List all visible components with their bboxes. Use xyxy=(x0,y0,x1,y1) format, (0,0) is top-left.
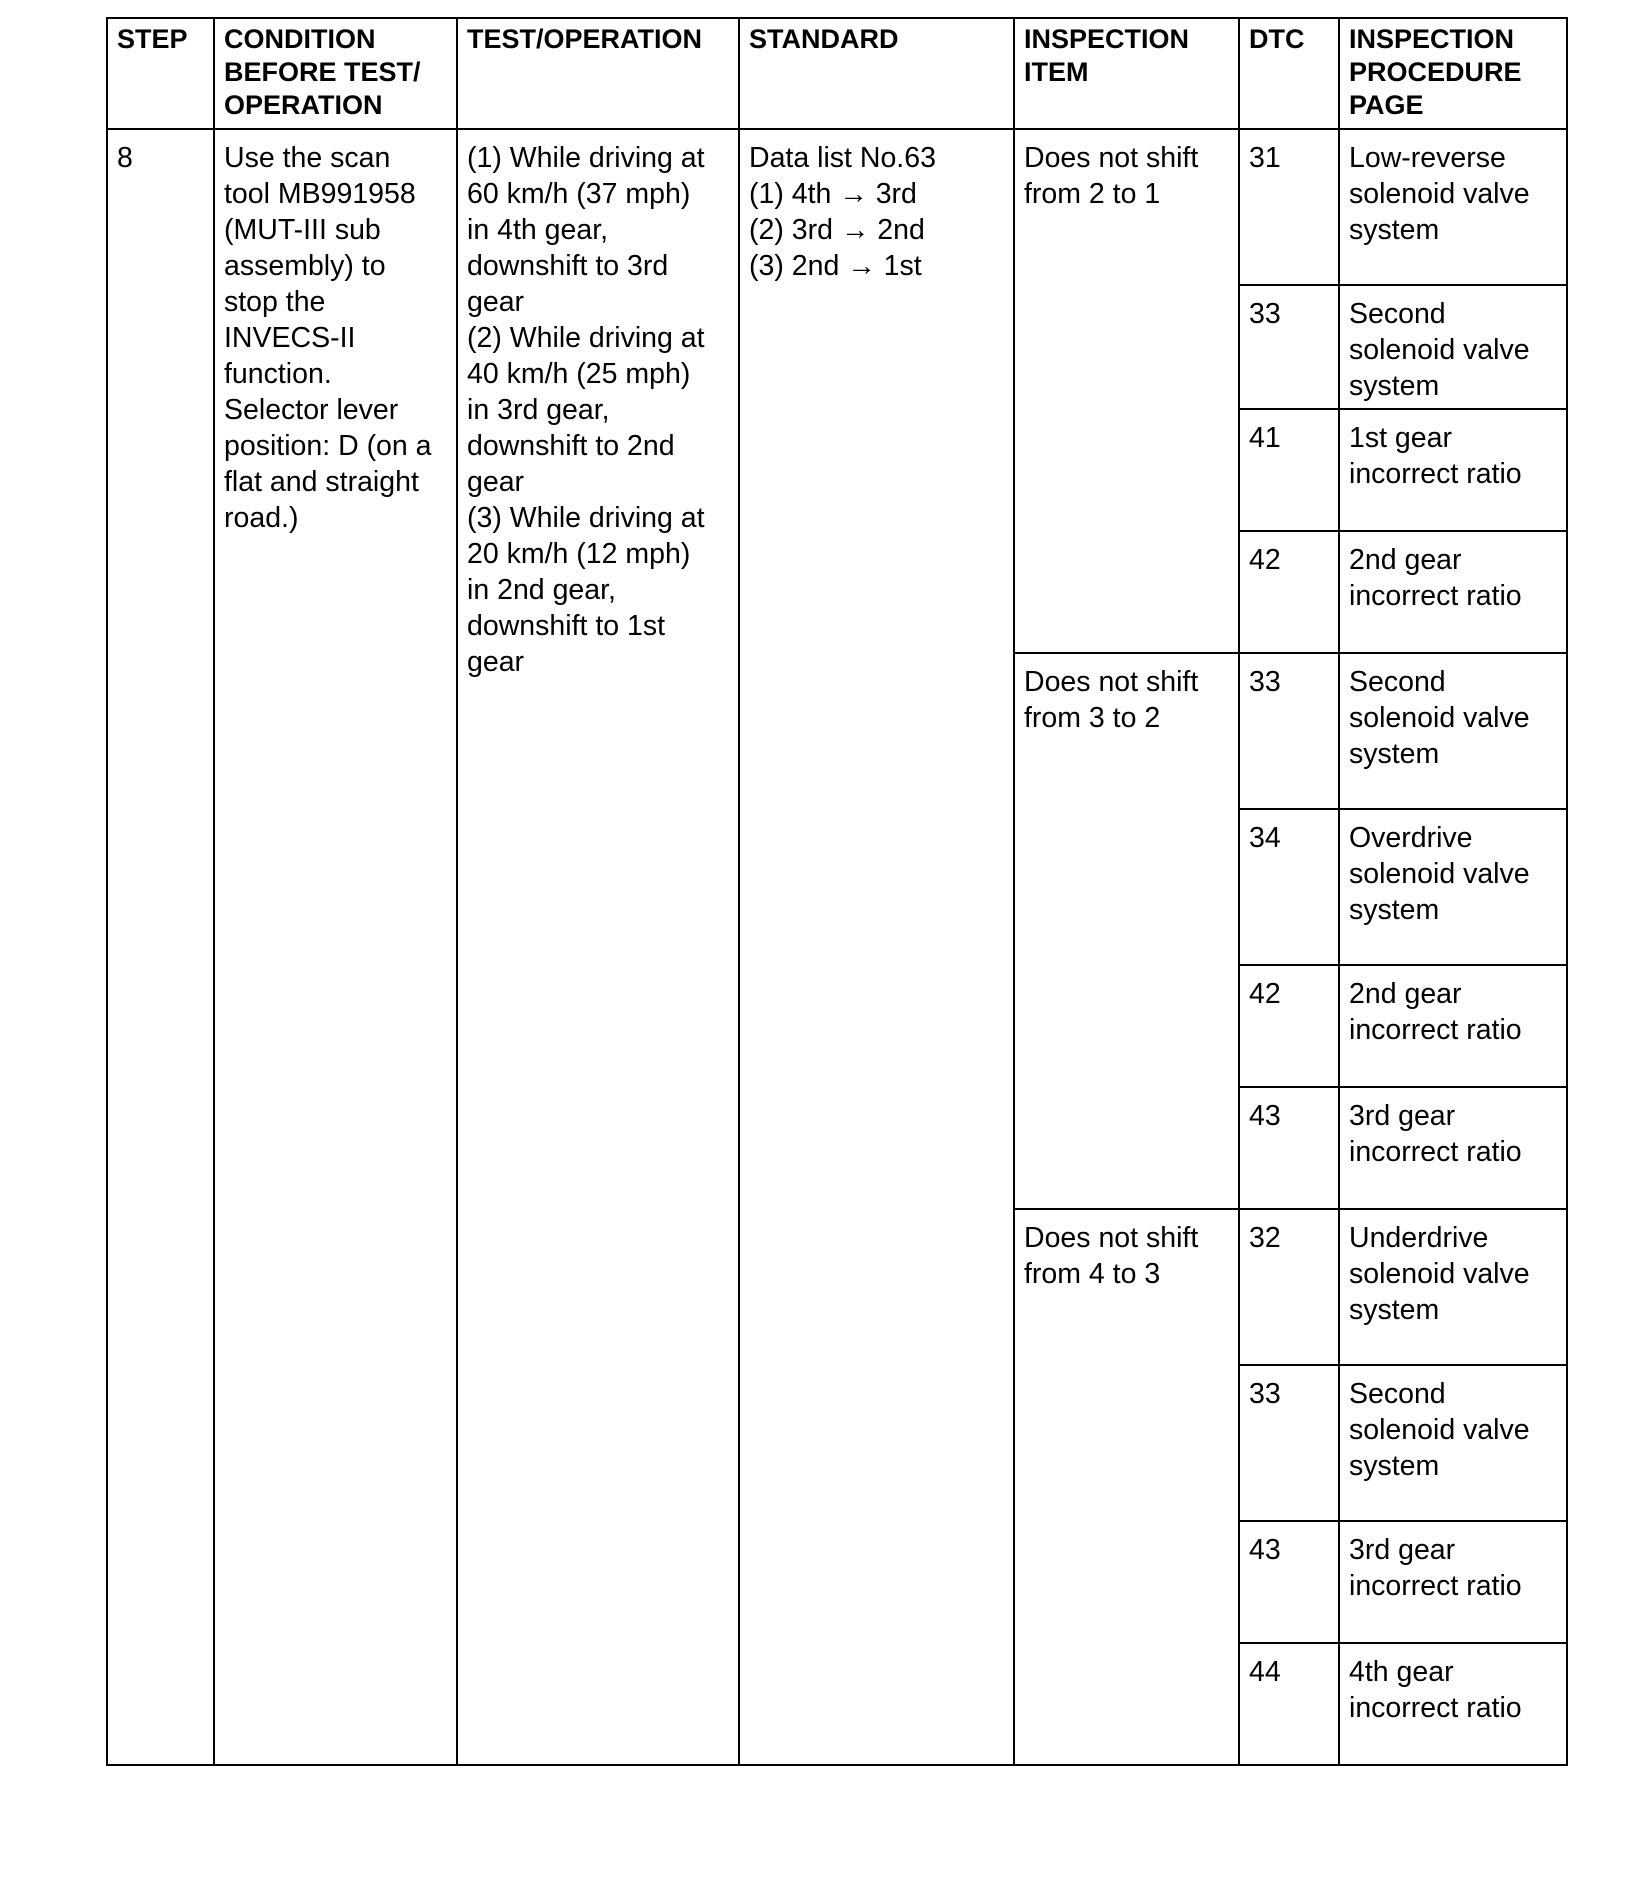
procedure-page: Second solenoid valve system xyxy=(1339,653,1567,809)
header-row xyxy=(107,18,1567,129)
dtc-code: 43 xyxy=(1239,1521,1339,1643)
inspection-item-2-to-1: Does not shift from 2 to 1 xyxy=(1014,129,1239,653)
condition-cell: Use the scan tool MB991958 (MUT-III sub assembly) to stop the INVECS-II function. Selector lever position: D (on a flat and straight road.) xyxy=(214,129,457,1765)
procedure-page: Second solenoid valve system xyxy=(1339,285,1567,409)
procedure-page: 1st gear incorrect ratio xyxy=(1339,409,1567,531)
test-operation-cell: (1) While driving at 60 km/h (37 mph) in 4th gear, downshift to 3rd gear (2) While driving at 40 km/h (25 mph) in 3rd gear, downshift to 2nd gear (3) While driving at 20 km/h (12 mph) in 2nd gear, downshift to 1st gear xyxy=(457,129,739,1765)
step-number: 8 xyxy=(107,129,214,1765)
header-standard: STANDARD xyxy=(739,18,1014,129)
header-step: STEP xyxy=(107,18,214,129)
table-row xyxy=(107,129,1567,285)
dtc-code: 31 xyxy=(1239,129,1339,285)
dtc-code: 43 xyxy=(1239,1087,1339,1209)
inspection-item-4-to-3: Does not shift from 4 to 3 xyxy=(1014,1209,1239,1765)
dtc-code: 41 xyxy=(1239,409,1339,531)
dtc-code: 33 xyxy=(1239,653,1339,809)
procedure-page: 2nd gear incorrect ratio xyxy=(1339,531,1567,653)
header-procedure-page: INSPECTION PROCEDURE PAGE xyxy=(1339,18,1567,129)
dtc-code: 44 xyxy=(1239,1643,1339,1765)
procedure-page: Underdrive solenoid valve system xyxy=(1339,1209,1567,1365)
header-condition: CONDITION BEFORE TEST/ OPERATION xyxy=(214,18,457,129)
dtc-code: 34 xyxy=(1239,809,1339,965)
standard-cell: Data list No.63 (1) 4th → 3rd (2) 3rd → 2nd (3) 2nd → 1st xyxy=(739,129,1014,1765)
procedure-page: 3rd gear incorrect ratio xyxy=(1339,1521,1567,1643)
procedure-page: 4th gear incorrect ratio xyxy=(1339,1643,1567,1765)
procedure-page: 2nd gear incorrect ratio xyxy=(1339,965,1567,1087)
header-dtc: DTC xyxy=(1239,18,1339,129)
dtc-code: 33 xyxy=(1239,1365,1339,1521)
header-inspection-item: INSPECTION ITEM xyxy=(1014,18,1239,129)
dtc-code: 42 xyxy=(1239,531,1339,653)
procedure-page: Second solenoid valve system xyxy=(1339,1365,1567,1521)
inspection-table xyxy=(106,17,1568,1766)
header-test-operation: TEST/OPERATION xyxy=(457,18,739,129)
dtc-code: 42 xyxy=(1239,965,1339,1087)
procedure-page: 3rd gear incorrect ratio xyxy=(1339,1087,1567,1209)
dtc-code: 33 xyxy=(1239,285,1339,409)
inspection-item-3-to-2: Does not shift from 3 to 2 xyxy=(1014,653,1239,1209)
procedure-page: Low-reverse solenoid valve system xyxy=(1339,129,1567,285)
dtc-code: 32 xyxy=(1239,1209,1339,1365)
procedure-page: Overdrive solenoid valve system xyxy=(1339,809,1567,965)
